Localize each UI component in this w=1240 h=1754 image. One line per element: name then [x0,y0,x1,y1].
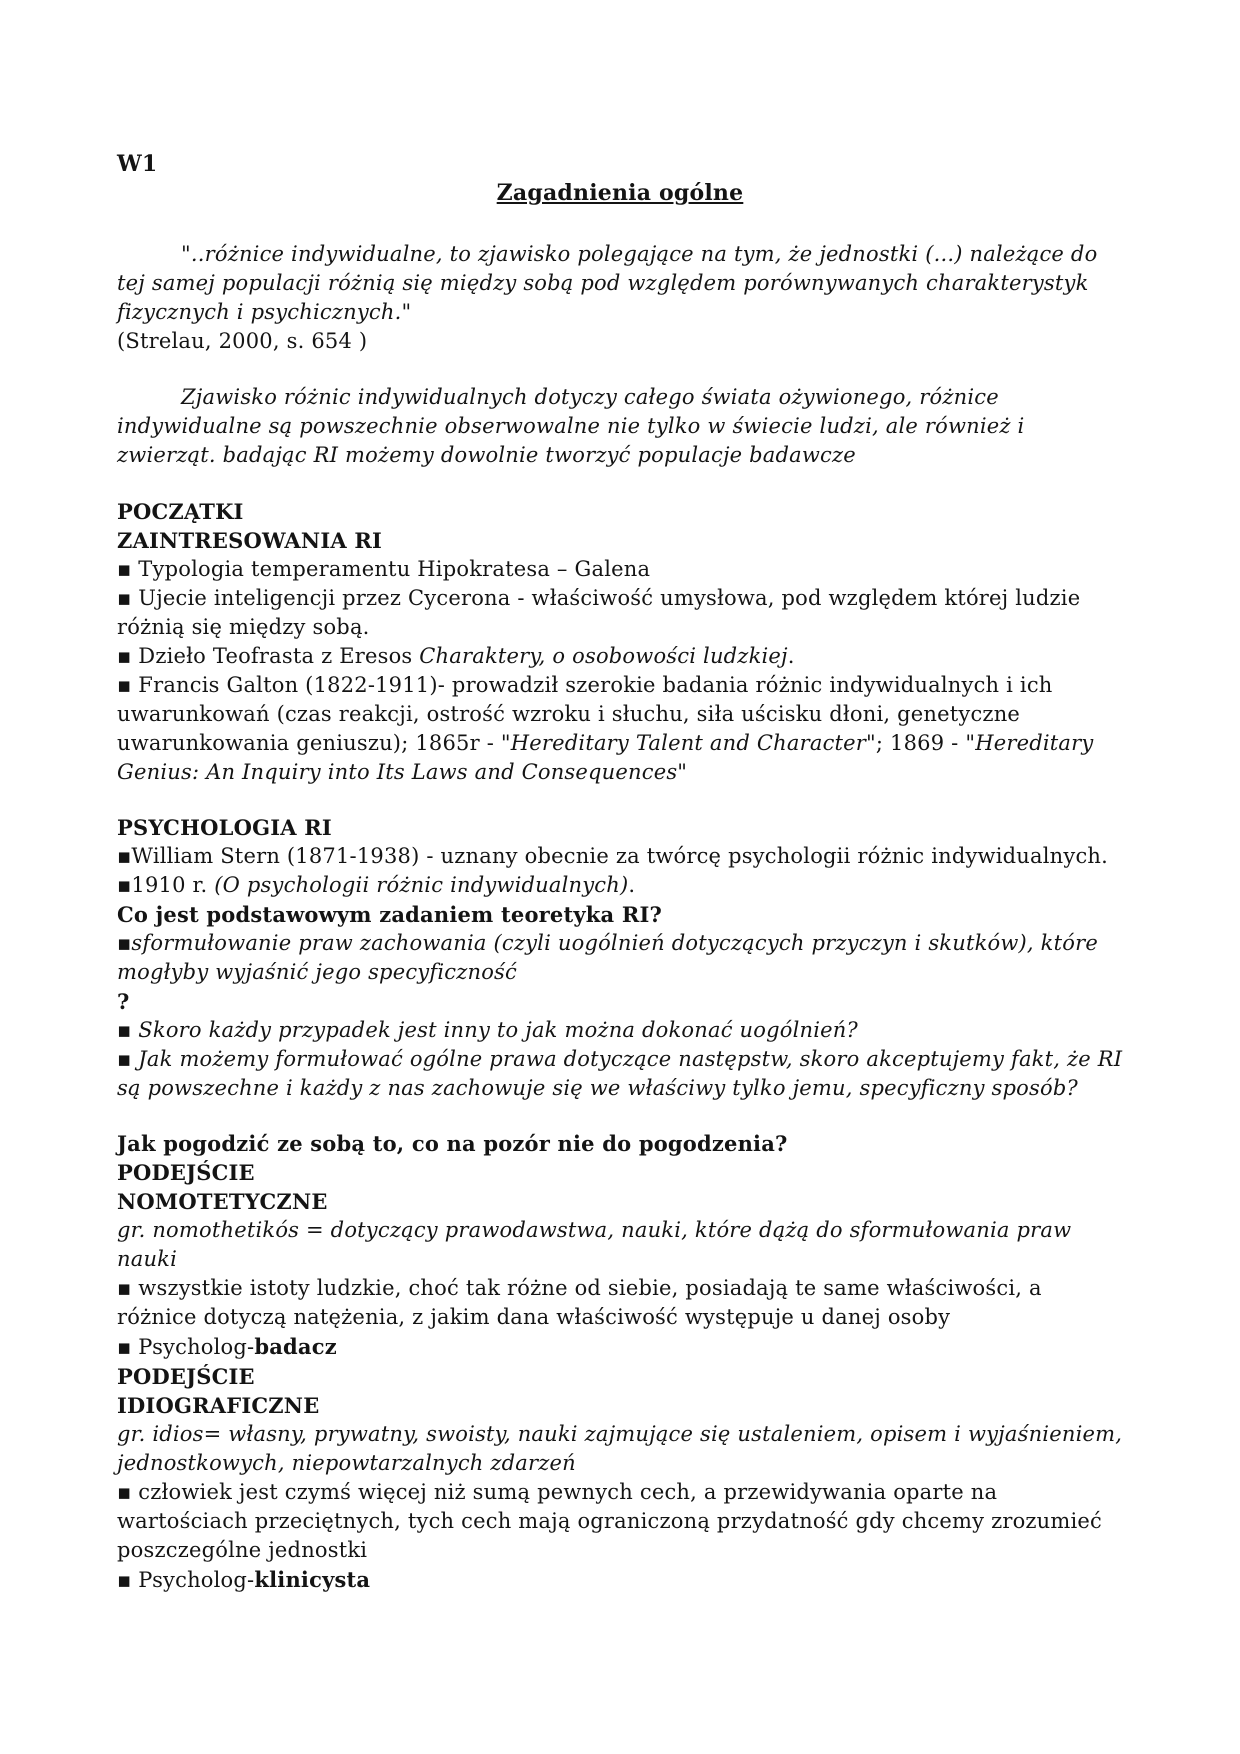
bullet-dzielo-period: . [787,644,795,668]
bullet-1910-text: ▪1910 r. [117,873,215,897]
heading-poczatki: POCZĄTKI [117,499,244,524]
quote-paragraph: "..różnice indywidualne, to zjawisko polegające na tym, że jednostki (...) należące do tej samej populacji różnią się między sobą pod względem porównywanych charakterystyk fizycznych i psychicznych." [117,242,1098,324]
lone-question-mark: ? [117,989,130,1014]
bullet-dzielo-text: ▪ Dzieło Teofrasta z Eresos [117,644,420,668]
page-title: Zagadnienia ogólne [496,180,744,206]
bullet-1910 [117,871,1123,900]
book-title-hereditary-genius: "Hereditary Genius: An Inquiry into Its Laws and Consequences" [117,731,1094,784]
bullet-william-stern: ▪William Stern (1871-1938) - uznany obecnie za twórcę psychologii różnic indywidualnych. [117,844,1109,868]
psycholog-klinicysta-bold: klinicysta [254,1567,371,1592]
bullet-czlowiek: ▪ człowiek jest czymś więcej niż sumą pewnych cech, a przewidywania oparte na wartościach przeciętnych, tych cech mają ograniczoną przydatność gdy chcemy zrozumieć poszczególne jednostki [117,1480,1103,1562]
bullet-ujecie: ▪ Ujecie inteligencji przez Cycerona - właściwość umysłowa, pod względem której ludzie różnią się między sobą. [117,586,1081,639]
heading-jak-pogodzic: Jak pogodzić ze sobą to, co na pozór nie do pogodzenia? [117,1131,788,1156]
definition-nomothetikos: gr. nomothetikós = dotyczący prawodawstwa, nauki, które dążą do sformułowania praw nauki [117,1218,1072,1271]
quote-source: (Strelau, 2000, s. 654 ) [117,329,368,353]
book-title-charaktery: Charaktery, o osobowości ludzkiej [419,644,788,668]
heading-idiograficzne: IDIOGRAFICZNE [117,1393,320,1418]
psycholog-badacz-bold: badacz [254,1334,337,1359]
bullet-1910-period: . [628,873,636,897]
bullet-skoro: ▪ Skoro każdy przypadek jest inny to jak można dokonać uogólnień? [117,1018,858,1042]
psycholog-klinicysta-text: ▪ Psycholog- [117,1568,255,1592]
bullet-jak-mozemy: ▪ Jak możemy formułować ogólne prawa dotyczące następstw, skoro akceptujemy fakt, że RI są powszechne i każdy z nas zachowuje się we właściwy tylko jemu, specyficzny sposób? [117,1047,1123,1100]
heading-nomotetyczne: NOMOTETYCZNE [117,1189,328,1214]
bullet-wszystkie-istoty: ▪ wszystkie istoty ludzkie, choć tak różne od siebie, posiadają te same właściwości, a różnice dotyczą natężenia, z jakim dana właściwość występuje u danej osoby [117,1276,1042,1329]
bullet-typologia: ▪ Typologia temperamentu Hipokratesa – Galena [117,557,651,581]
intro-paragraph: Zjawisko różnic indywidualnych dotyczy całego świata ożywionego, różnice indywidualne są powszechnie obserwowalne nie tylko w świecie ludzi, ale również i zwierząt. badając RI możemy dowolnie tworzyć populacje badawcze [117,385,1025,467]
definition-idios: gr. idios= własny, prywatny, swoisty, nauki zajmujące się ustaleniem, opisem i wyjaśnieniem, jednostkowych, niepowtarzalnych zdarzeń [117,1422,1123,1475]
book-title-1910: (O psychologii różnic indywidualnych) [214,873,629,897]
bullet-galton-mid: ; 1869 - [875,731,966,755]
book-title-hereditary-talent: "Hereditary Talent and Character" [500,731,876,755]
heading-zaintresowania: ZAINTRESOWANIA RI [117,528,383,553]
heading-psychologia-ri: PSYCHOLOGIA RI [117,815,332,840]
bullet-psycholog-badacz [117,1332,1123,1362]
question-heading: Co jest podstawowym zadaniem teoretyka RI? [117,902,663,927]
bullet-psycholog-klinicysta [117,1565,1123,1595]
heading-podejscie-1: PODEJŚCIE [117,1160,255,1185]
course-label: W1 [117,151,158,177]
heading-podejscie-2: PODEJŚCIE [117,1364,255,1389]
bullet-galton-text: ▪ Francis Galton (1822-1911)- prowadził szerokie badania różnic indywidualnych i ich uwarunkowań (czas reakcji, ostrość wzroku i słuchu, siła uścisku dłoni, genetyczne uwarunkowania geniuszu); 1865r - [117,673,1053,755]
bullet-dzielo [117,642,1123,671]
psycholog-badacz-text: ▪ Psycholog- [117,1335,255,1359]
bullet-galton [117,671,1123,787]
bullet-sformulowanie: ▪sformułowanie praw zachowania (czyli uogólnień dotyczących przyczyn i skutków), które mogłyby wyjaśnić jego specyficzność [117,931,1098,984]
